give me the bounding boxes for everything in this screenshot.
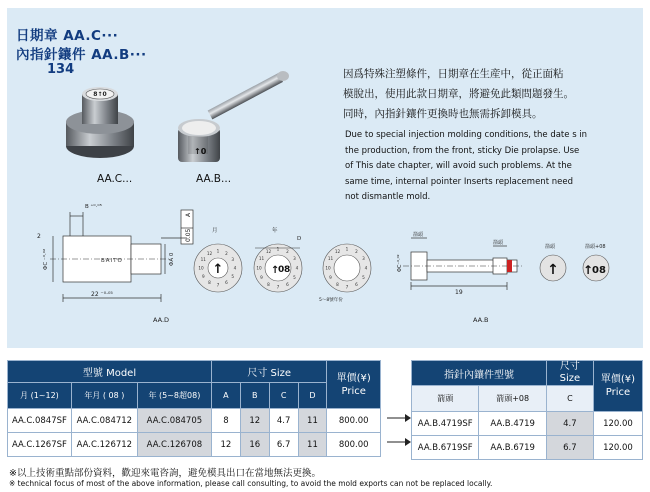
tolerance-value: 0.05 bbox=[185, 228, 192, 242]
table-cell: 11 bbox=[298, 409, 327, 433]
stamp-engraving: BAITO bbox=[101, 258, 123, 264]
svg-text:↑0: ↑0 bbox=[194, 147, 207, 156]
dial-month-number: 8 bbox=[208, 280, 211, 286]
dial-month-number: 5 bbox=[231, 274, 235, 279]
description-en-line: same time, internal pointer Inserts replacement need bbox=[345, 176, 573, 187]
col-a: A bbox=[212, 383, 241, 409]
dim-19: 19 bbox=[455, 289, 463, 296]
arrow-icon: ↑ bbox=[271, 265, 280, 276]
table-cell: 12 bbox=[212, 433, 241, 457]
label-top: 箭頭 bbox=[493, 240, 504, 246]
dim-b: B ⁺⁰·⁰⁵ bbox=[85, 204, 102, 210]
dial-month-number: 9 bbox=[260, 275, 263, 280]
footnote-cn: ※以上技術重點部份資料，歡迎來電咨詢，避免模具出口在當地無法更換。 bbox=[9, 468, 321, 479]
digit-0: 0 bbox=[592, 265, 599, 276]
caption-aa-b: AA.B... bbox=[196, 173, 232, 185]
product-photos bbox=[60, 64, 310, 174]
dial-month-number: 7 bbox=[216, 282, 220, 288]
dial-month-number: 9 bbox=[329, 275, 332, 280]
drawing-pointer-insert bbox=[393, 228, 633, 328]
table-cell: AA.C.126712 bbox=[71, 433, 137, 457]
dial-month-number: 12 bbox=[265, 249, 272, 254]
table-cell: AA.B.4719 bbox=[479, 412, 546, 436]
description-english bbox=[345, 128, 635, 206]
svg-text:8↑0: 8↑0 bbox=[93, 91, 107, 98]
insert-table bbox=[411, 360, 643, 460]
description-chinese bbox=[343, 64, 633, 124]
dial-years bbox=[319, 244, 371, 303]
dial-month-label: 月 bbox=[212, 228, 218, 234]
dial-month-number: 5 bbox=[293, 275, 296, 280]
label-side: 箭頭 bbox=[413, 232, 424, 238]
table-cell: 800.00 bbox=[327, 433, 381, 457]
col-d: D bbox=[298, 383, 327, 409]
dial-month-number: 5 bbox=[362, 275, 365, 280]
description-cn-line: 同時，內指針鑲件更換時也無需拆卸模具。 bbox=[343, 108, 543, 120]
arrow-face bbox=[540, 243, 566, 281]
datum-label: A bbox=[185, 212, 192, 217]
description-en-line: not dismantle mold. bbox=[345, 192, 431, 202]
stamp-photo bbox=[66, 87, 134, 158]
dial-month-number: 3 bbox=[362, 256, 365, 261]
model-header: 型號 Model bbox=[8, 361, 212, 383]
dim-phi-c-b: ΦC⁻⁰·⁰² bbox=[397, 254, 403, 272]
table-cell: 120.00 bbox=[593, 436, 642, 460]
table-cell: AA.C.084712 bbox=[71, 409, 137, 433]
table-cell: AA.C.0847SF bbox=[8, 409, 72, 433]
dim-2: 2 bbox=[37, 233, 41, 240]
col-arrow: 箭頭 bbox=[412, 386, 479, 412]
dial-month-number: 10 bbox=[256, 265, 262, 271]
table-cell: 8 bbox=[212, 409, 241, 433]
caption-aa-b-drawing: AA.B bbox=[473, 316, 489, 324]
table-cell: 6.7 bbox=[269, 433, 298, 457]
dial-month-number: 6 bbox=[225, 280, 228, 286]
price-header-cn: 單價(¥) bbox=[336, 372, 371, 384]
caption-aa-d: AA.D bbox=[153, 316, 170, 324]
table-cell: 16 bbox=[240, 433, 269, 457]
dial-note: 5～8號年份 bbox=[319, 298, 343, 303]
price-header-en: Price bbox=[605, 387, 631, 398]
col-b: B bbox=[240, 383, 269, 409]
dial-month-number: 10 bbox=[325, 265, 331, 271]
table-cell: 800.00 bbox=[327, 409, 381, 433]
dial-year-month bbox=[254, 226, 302, 292]
col-month: 月 (1~12) bbox=[8, 383, 72, 409]
caption-aa-c: AA.C... bbox=[97, 173, 133, 185]
dim-phi-c: ΦC ⁻⁰·⁰² bbox=[43, 248, 49, 270]
table-cell: AA.C.084705 bbox=[137, 409, 211, 433]
size-header: 尺寸 Size bbox=[212, 361, 327, 383]
col-arrow-08: 箭頭+08 bbox=[479, 386, 546, 412]
size-header-en: Size bbox=[559, 373, 581, 384]
dial-month-number: 11 bbox=[327, 256, 334, 261]
page-number: 134 bbox=[47, 62, 75, 77]
dim-phi-a: ΦA 0 bbox=[169, 252, 175, 266]
connector-arrows bbox=[383, 404, 411, 454]
dial-month-number: 4 bbox=[364, 265, 368, 271]
dial-month-number: 6 bbox=[286, 282, 289, 287]
description-cn-line: 因爲特殊注塑條件，日期章在生産中，從正面粘 bbox=[343, 68, 564, 80]
label-arrow-08: 箭頭+08 bbox=[585, 244, 606, 250]
dial-month-number: 6 bbox=[355, 282, 358, 287]
arrow-icon: ↑ bbox=[583, 263, 594, 277]
table-cell: AA.C.126708 bbox=[137, 433, 211, 457]
arrow-icon: ↑ bbox=[212, 262, 224, 277]
price-header bbox=[327, 361, 381, 409]
dial-month-number: 2 bbox=[286, 249, 289, 254]
label-arrow: 箭頭 bbox=[545, 244, 556, 250]
description-en-line: Due to special injection molding conditions, the date s in bbox=[345, 130, 588, 140]
dial-month-number: 1 bbox=[216, 248, 220, 254]
dial-year-label: 年 bbox=[272, 228, 278, 234]
table-cell: AA.C.1267SF bbox=[8, 433, 72, 457]
dial-month-number: 9 bbox=[201, 274, 205, 279]
table-cell: 11 bbox=[298, 433, 327, 457]
dial-month bbox=[194, 226, 242, 292]
dial-month-number: 8 bbox=[267, 282, 270, 287]
dial-month-number: 7 bbox=[345, 284, 349, 290]
table-cell: AA.B.6719 bbox=[479, 436, 546, 460]
table-cell: AA.B.6719SF bbox=[412, 436, 479, 460]
dial-month-number: 4 bbox=[233, 265, 237, 271]
dial-digit: 8 bbox=[284, 265, 291, 275]
digit-8: 8 bbox=[599, 265, 606, 276]
table-cell: 6.7 bbox=[546, 436, 593, 460]
col-c: C bbox=[546, 386, 593, 412]
model-table bbox=[7, 360, 381, 457]
dial-month-number: 2 bbox=[355, 249, 358, 254]
dial-month-number: 12 bbox=[334, 249, 341, 254]
dial-d-label: D bbox=[297, 236, 302, 242]
table-cell: 4.7 bbox=[546, 412, 593, 436]
dial-month-number: 11 bbox=[258, 256, 265, 261]
table-cell: AA.B.4719SF bbox=[412, 412, 479, 436]
dial-month-number: 1 bbox=[276, 246, 280, 252]
title-date-stamp: 日期章 AA.C··· bbox=[16, 28, 119, 44]
dial-month-number: 12 bbox=[206, 250, 213, 256]
dial-month-number: 7 bbox=[276, 284, 280, 290]
description-en-line: the production, from the front, sticky Die prolapse. Use bbox=[345, 145, 580, 156]
footnote-en: ※ technical focus of most of the above information, please call consulting, to avoid the mold exports can not be replaced locally. bbox=[9, 479, 493, 488]
table-cell: 12 bbox=[240, 409, 269, 433]
dim-22: 22 ⁻⁰·⁰⁵ bbox=[91, 291, 113, 298]
price-header-cn: 單價(¥) bbox=[600, 374, 636, 385]
col-year-5-8: 年 (5~8超08) bbox=[137, 383, 211, 409]
dial-month-number: 1 bbox=[345, 246, 349, 252]
dial-month-number: 8 bbox=[336, 282, 339, 287]
dial-month-number: 3 bbox=[231, 257, 235, 262]
dial-month-number: 3 bbox=[293, 256, 296, 261]
pin-photo bbox=[178, 71, 289, 162]
arrow-08-face bbox=[583, 243, 609, 281]
size-header-cn: 尺寸 bbox=[559, 361, 580, 372]
col-year-month: 年月 ( 08 ) bbox=[71, 383, 137, 409]
dial-month-number: 4 bbox=[295, 265, 299, 271]
description-en-line: of This date chapter, will avoid such problems. At the bbox=[345, 161, 572, 171]
dial-digit: 0 bbox=[278, 265, 285, 275]
dial-month-number: 11 bbox=[200, 257, 206, 262]
dial-month-number: 10 bbox=[198, 265, 204, 271]
table-cell: 4.7 bbox=[269, 409, 298, 433]
dial-month-number: 2 bbox=[225, 250, 228, 256]
insert-model-header: 指針內鑲件型號 bbox=[412, 361, 547, 386]
price-header-en: Price bbox=[341, 385, 366, 397]
col-c: C bbox=[269, 383, 298, 409]
title-pointer-insert: 內指針鑲件 AA.B··· bbox=[16, 47, 147, 63]
drawing-date-stamp bbox=[25, 198, 395, 328]
table-cell: 120.00 bbox=[593, 412, 642, 436]
arrow-icon: ↑ bbox=[547, 262, 559, 278]
insert-size-header bbox=[546, 361, 593, 386]
insert-price-header bbox=[593, 361, 642, 412]
description-cn-line: 模脫出，使用此款日期章，將避免此類問題發生。 bbox=[343, 88, 574, 100]
